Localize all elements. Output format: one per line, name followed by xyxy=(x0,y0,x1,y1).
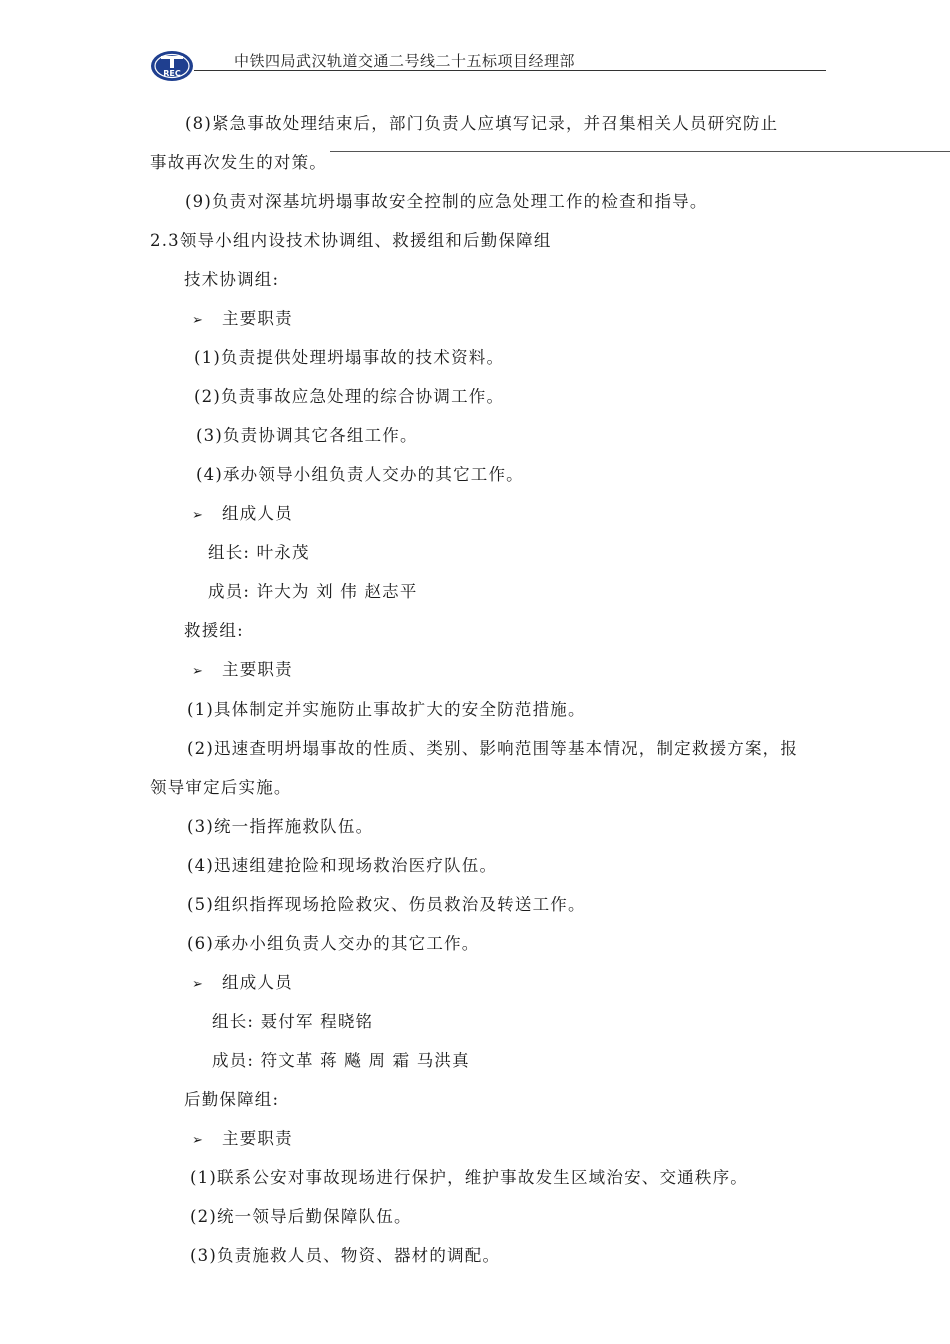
line-text: (3)负责协调其它各组工作。 xyxy=(196,426,418,445)
line-text: 主要职责 xyxy=(222,309,293,328)
paragraph-line xyxy=(187,894,586,916)
line-text: 主要职责 xyxy=(222,660,293,679)
arrow-bullet-icon: ➢ xyxy=(192,313,205,328)
line-text: (3)负责施救人员、物资、器材的调配。 xyxy=(190,1246,501,1265)
paragraph-line xyxy=(187,855,497,877)
arrow-bullet-icon: ➢ xyxy=(192,664,205,679)
paragraph-line xyxy=(187,699,586,721)
line-text: (4)迅速组建抢险和现场救治医疗队伍。 xyxy=(187,856,498,875)
paragraph-line xyxy=(208,542,310,564)
line-text: 组长: 叶永茂 xyxy=(208,543,310,562)
paragraph-line xyxy=(150,152,327,174)
paragraph-line xyxy=(187,738,798,760)
paragraph-line xyxy=(196,425,418,447)
paragraph-line xyxy=(187,933,479,955)
line-text: 组长: 聂付军 程晓铭 xyxy=(212,1012,374,1031)
bullet-heading xyxy=(192,308,293,332)
paragraph-line xyxy=(150,777,292,799)
company-logo-icon xyxy=(150,50,194,82)
header-divider xyxy=(194,70,826,71)
line-text: (8)紧急事故处理结束后，部门负责人应填写记录，并召集相关人员研究防止 xyxy=(185,114,779,133)
arrow-bullet-icon: ➢ xyxy=(192,977,205,992)
line-text: 事故再次发生的对策。 xyxy=(150,153,327,172)
paragraph-line xyxy=(187,816,373,838)
line-text: 组成人员 xyxy=(222,973,293,992)
paragraph-line xyxy=(190,1167,748,1189)
paragraph-line xyxy=(184,269,279,291)
line-text: 成员: 符文革 蒋 飚 周 霜 马洪真 xyxy=(212,1051,470,1070)
paragraph-line xyxy=(196,464,524,486)
bullet-heading xyxy=(192,972,293,996)
logo-text: REC xyxy=(163,69,181,78)
margin-rule xyxy=(330,151,950,152)
line-text: 领导审定后实施。 xyxy=(150,778,292,797)
line-text: 救援组: xyxy=(184,621,244,640)
paragraph-line xyxy=(194,347,504,369)
line-text: (2)迅速查明坍塌事故的性质、类别、影响范围等基本情况，制定救援方案，报 xyxy=(187,739,799,758)
line-text: (2)负责事故应急处理的综合协调工作。 xyxy=(194,387,505,406)
line-text: 2.3领导小组内设技术协调组、救援组和后勤保障组 xyxy=(150,231,552,250)
line-text: (5)组织指挥现场抢险救灾、伤员救治及转送工作。 xyxy=(187,895,586,914)
paragraph-line xyxy=(208,581,418,603)
paragraph-line xyxy=(185,191,708,213)
paragraph-line xyxy=(184,620,244,642)
line-text: 技术协调组: xyxy=(184,270,280,289)
paragraph-line xyxy=(212,1050,470,1072)
bullet-heading xyxy=(192,659,293,683)
paragraph-line xyxy=(190,1206,412,1228)
line-text: (9)负责对深基坑坍塌事故安全控制的应急处理工作的检查和指导。 xyxy=(185,192,708,211)
line-text: 后勤保障组: xyxy=(184,1090,280,1109)
line-text: 组成人员 xyxy=(222,504,293,523)
page-header xyxy=(148,44,828,90)
paragraph-line xyxy=(194,386,504,408)
header-title: 中铁四局武汉轨道交通二号线二十五标项目经理部 xyxy=(234,52,576,70)
line-text: 主要职责 xyxy=(222,1129,293,1148)
line-text: (6)承办小组负责人交办的其它工作。 xyxy=(187,934,480,953)
line-text: (3)统一指挥施救队伍。 xyxy=(187,817,374,836)
line-text: (1)具体制定并实施防止事故扩大的安全防范措施。 xyxy=(187,700,586,719)
bullet-heading xyxy=(192,503,293,527)
line-text: (4)承办领导小组负责人交办的其它工作。 xyxy=(196,465,524,484)
bullet-heading xyxy=(192,1128,293,1152)
paragraph-line xyxy=(190,1245,500,1267)
paragraph-line xyxy=(184,1089,279,1111)
line-text: (2)统一领导后勤保障队伍。 xyxy=(190,1207,412,1226)
line-text: (1)负责提供处理坍塌事故的技术资料。 xyxy=(194,348,505,367)
paragraph-line xyxy=(150,230,552,252)
arrow-bullet-icon: ➢ xyxy=(192,508,205,523)
line-text: 成员: 许大为 刘 伟 赵志平 xyxy=(208,582,418,601)
line-text: (1)联系公安对事故现场进行保护，维护事故发生区域治安、交通秩序。 xyxy=(190,1168,748,1187)
arrow-bullet-icon: ➢ xyxy=(192,1133,205,1148)
paragraph-line xyxy=(212,1011,373,1033)
paragraph-line xyxy=(185,113,778,135)
